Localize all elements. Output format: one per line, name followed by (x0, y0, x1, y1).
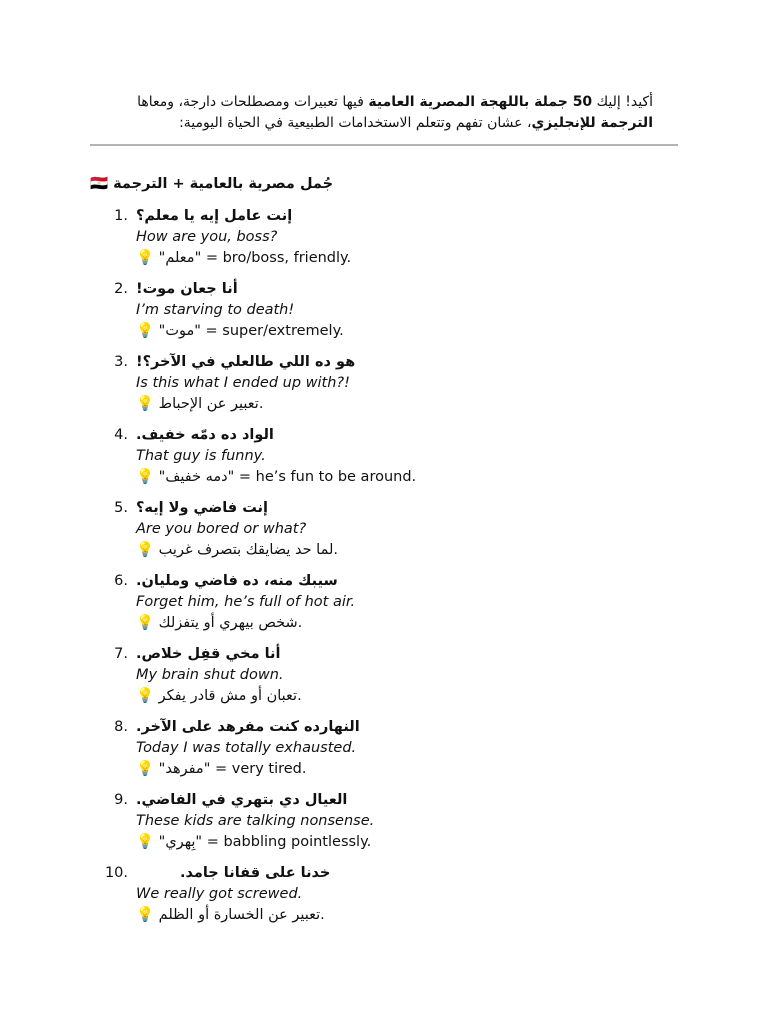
list-item (90, 863, 690, 936)
intro-bold-text: 50 جملة باللهجة المصرية العامية (368, 94, 593, 110)
english-translation: I’m starving to death! (136, 302, 295, 318)
item-number: 3. (114, 354, 128, 370)
arabic-phrase: سيبك منه، ده فاضي ومليان. (136, 573, 338, 589)
arabic-phrase: النهارده كنت مفرهد على الآخر. (136, 719, 360, 735)
usage-note: 💡 "موت" = super/extremely. (136, 323, 344, 339)
arabic-phrase: أنا مخي قفِل خلاص. (136, 646, 281, 662)
arabic-phrase: خدنا على قفانا جامد. (180, 865, 331, 881)
list-item (90, 571, 690, 644)
item-number: 6. (114, 573, 128, 589)
usage-note: 💡 "معلم" = bro/boss, friendly. (136, 250, 352, 266)
arabic-phrase: هو ده اللي طالعلي في الآخر؟! (136, 354, 356, 370)
english-translation: Forget him, he’s full of hot air. (136, 594, 356, 610)
english-translation: We really got screwed. (136, 886, 303, 902)
usage-note: 💡 تعبير عن الإحباط. (136, 396, 264, 412)
intro-text: ، عشان تفهم وتتعلم الاستخدامات الطبيعية في الحياة اليومية: (179, 115, 532, 131)
list-item (90, 790, 690, 863)
english-translation: These kids are talking nonsense. (136, 813, 375, 829)
list-item (90, 717, 690, 790)
usage-note: 💡 "مفرهد" = very tired. (136, 761, 307, 777)
item-number: 8. (114, 719, 128, 735)
horizontal-divider (90, 144, 678, 146)
list-item (90, 279, 690, 352)
item-number: 9. (114, 792, 128, 808)
section-heading: 🇪🇬 جُمل مصرية بالعامية + الترجمة (90, 176, 334, 192)
item-number: 2. (114, 281, 128, 297)
arabic-phrase: أنا جعان موت! (136, 281, 238, 297)
list-item (90, 498, 690, 571)
list-item (90, 644, 690, 717)
arabic-phrase: الواد ده دمّه خفيف. (136, 427, 274, 443)
list-item (90, 206, 690, 279)
arabic-phrase: إنت عامل إيه يا معلم؟ (136, 208, 293, 224)
intro-paragraph (90, 92, 653, 134)
list-item (90, 425, 690, 498)
usage-note: 💡 تعبير عن الخسارة أو الظلم. (136, 907, 325, 923)
intro-bold-text: الترجمة للإنجليزي (531, 115, 653, 131)
intro-line-2 (90, 113, 653, 134)
item-number: 5. (114, 500, 128, 516)
intro-text: فيها تعبيرات ومصطلحات دارجة، ومعاها (137, 94, 369, 110)
english-translation: Is this what I ended up with?! (136, 375, 350, 391)
item-number: 10. (104, 865, 128, 881)
usage-note: 💡 لما حد يضايقك بتصرف غريب. (136, 542, 339, 558)
english-translation: That guy is funny. (136, 448, 266, 464)
intro-line-1 (90, 92, 653, 113)
usage-note: 💡 "بِهري" = babbling pointlessly. (136, 834, 372, 850)
phrase-list (90, 206, 690, 936)
arabic-phrase: إنت فاضي ولا إيه؟ (136, 500, 268, 516)
usage-note: 💡 "دمه خفيف" = he’s fun to be around. (136, 469, 417, 485)
usage-note: 💡 شخص بيهري أو يتفزلك. (136, 615, 303, 631)
arabic-phrase: العيال دي بتهري في الفاضي. (136, 792, 348, 808)
item-number: 4. (114, 427, 128, 443)
intro-text: أكيد! إليك (592, 94, 653, 110)
item-number: 7. (114, 646, 128, 662)
english-translation: My brain shut down. (136, 667, 284, 683)
list-item (90, 352, 690, 425)
item-number: 1. (114, 208, 128, 224)
english-translation: Today I was totally exhausted. (136, 740, 357, 756)
usage-note: 💡 تعبان أو مش قادر يفكر. (136, 688, 302, 704)
english-translation: How are you, boss? (136, 229, 278, 245)
english-translation: Are you bored or what? (136, 521, 307, 537)
